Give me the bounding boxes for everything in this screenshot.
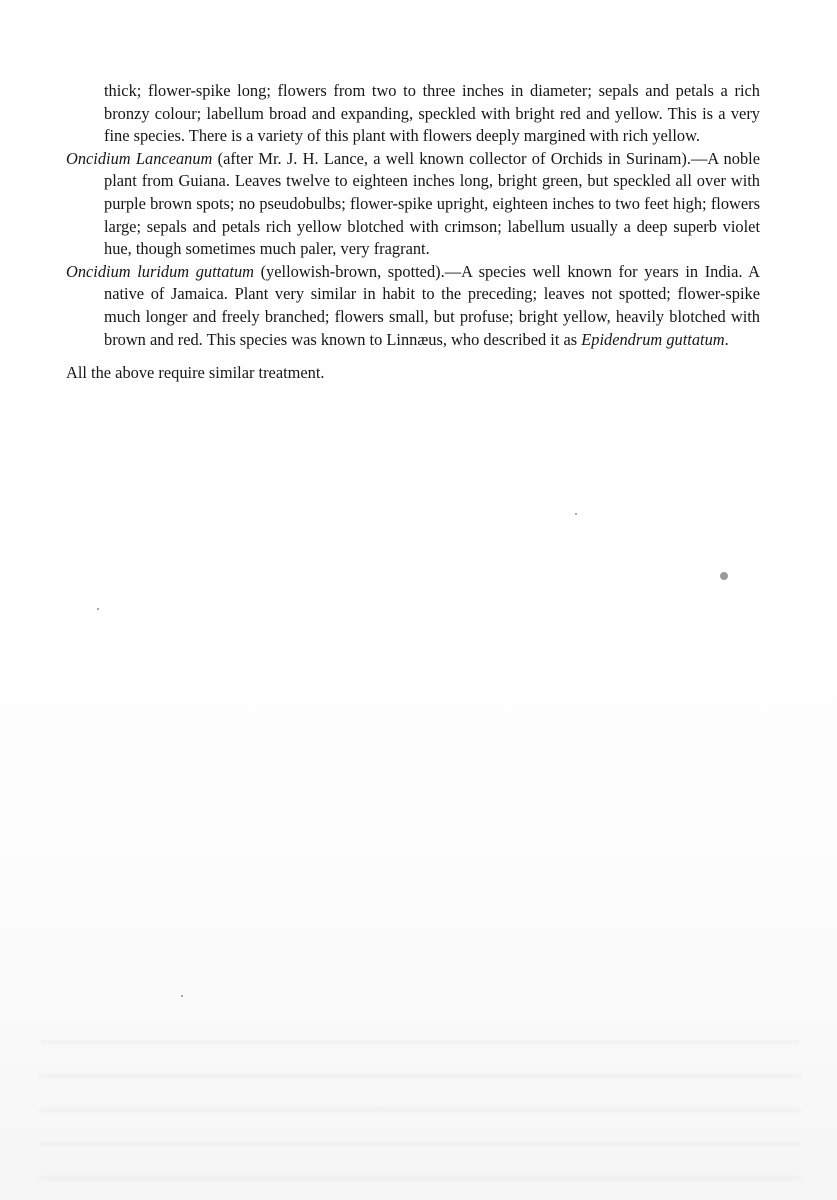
entry-text: (after Mr. J. H. Lance, a well known collector of Orchids in Surinam).—A noble plant from Guiana. Leaves twelve to eighteen inches long, bright green, but speckled all over with purple brown spots; no pseudobulbs; flower-spike upright, eighteen inches to two feet high; flowers large; sepals and petals rich yellow blotched with crimson; labellum usually a deep superb violet hue, though sometimes much paler, very fragrant.	[104, 148, 760, 259]
entry-end: .	[724, 329, 729, 349]
entry-text: (yellowish-brown, spotted).—A species well known for years in India. A native of Jamaica. Plant very similar in habit to the preceding; leaves not spotted; flower-spike much longer and freely branched; flowers small, but profuse; bright yellow, heavily blotched with brown and red. This species was known to Linnæus, who described it as	[104, 261, 760, 349]
cited-species-name: Epidendrum guttatum	[581, 329, 725, 349]
oncidium-luridum-guttatum-entry	[66, 261, 760, 351]
oncidium-lanceanum-entry	[66, 148, 760, 261]
species-name: Oncidium luridum guttatum	[66, 261, 254, 281]
paper-speck	[720, 572, 728, 580]
paper-speck	[97, 608, 99, 610]
paper-bleed-through	[40, 1020, 800, 1180]
paper-speck	[575, 513, 577, 515]
paper-speck	[181, 995, 183, 997]
continued-paragraph-text: thick; flower-spike long; flowers from two to three inches in diameter; sepals and petals a rich bronzy colour; labellum broad and expanding, speckled with bright red and yellow. This is a very fine species. There is a variety of this plant with flowers deeply margined with rich yellow.	[104, 81, 760, 146]
closing-line: All the above require similar treatment.	[66, 363, 325, 383]
continued-paragraph	[66, 80, 760, 148]
species-name: Oncidium Lanceanum	[66, 148, 213, 168]
page-text	[66, 80, 760, 385]
